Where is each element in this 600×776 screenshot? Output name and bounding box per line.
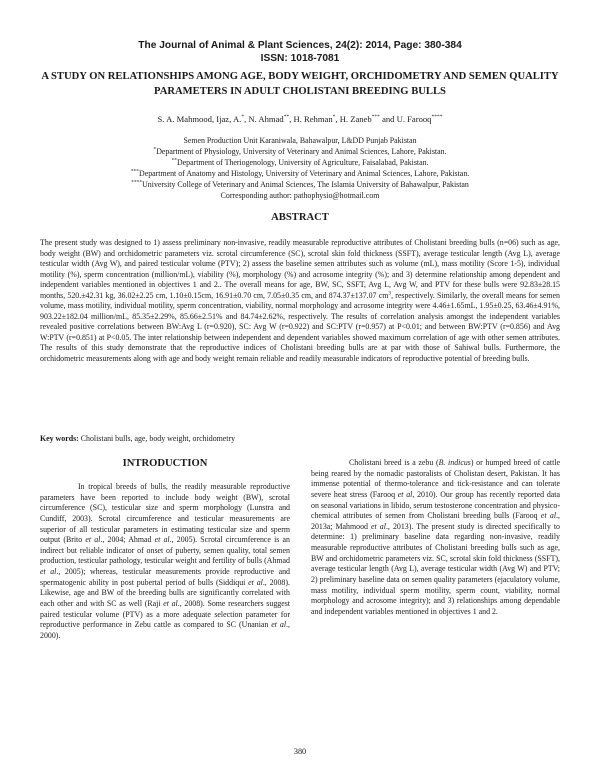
paper-title: A STUDY ON RELATIONSHIPS AMONG AGE, BODY WEIGHT, ORCHIDOMETRY AND SEMEN QUALITY PARAMETERS IN ADULT CHOLISTANI BREEDING BULLS	[41, 71, 559, 97]
author-2: , N. Ahmad	[244, 114, 284, 124]
author-2-marker: **	[283, 114, 290, 121]
journal-citation: The Journal of Animal & Plant Sciences, 24(2): 2014, Page: 380-384	[138, 40, 462, 51]
introduction-left-column: In tropical breeds of bulls, the readily measurable reproductive parameters have been reported to include body weight (BW), scrotal circumference (SC), testicular size and sperm morphology (Lunstra and Cundiff, 2003). Scrotal circumference and testicular measurements are superior of all testicular parameters in estimating testicular size and sperm output (Brito et al., 2004; Ahmad et al., 2005). Scrotal circumference is an indirect but reliable indicator of onset of puberty, semen quality, total semen production, testicular pathology, testicular weight and fertility of bulls (Ahmad et al., 2005); whereas, testicular measurements provide reproductive and spermatogenic ability in post pubertal period of bulls (Siddiqui et al., 2008). Likewise, age and BW of the breeding bulls are significantly correlated with each other and with SC as well (Raji et al., 2008). Some researchers suggest paired testicular volume (PTV) as a more adequate selection parameter for reproductive performance in Zebu cattle as compared to SC (Unanian et al., 2000).	[40, 482, 290, 640]
author-3-marker: *	[332, 114, 336, 121]
keywords	[40, 434, 560, 443]
keywords-label: Key words:	[40, 434, 79, 443]
author-3: , H. Rehman	[289, 114, 333, 124]
keywords-text: Cholistani bulls, age, body weight, orchidometry	[78, 434, 236, 443]
introduction-right-column: Cholistani breed is a zebu (B. indicus) or humped breed of cattle being reared by the nomadic pastoralists of Cholistan desert, Pakistan. It has immense potential of thermo-tolerance and tick-resistance and can tolerate severe heat stress (Farooq et al, 2010). Our group has recently reported data on seasonal variations in libido, serum testosterone concentration and physico-chemical attributes of semen from Cholistani breeding bulls (Farooq et al., 2013a; Mahmood et al., 2013). The present study is directed specifically to determine: 1) preliminary baseline data regarding non-invasive, readily measurable reproductive attributes of Cholistani breeding bulls such as age, BW and orchidometric parameters viz. SC, scrotal skin fold thickness (SSFT), average testicular length (Avg L), average testicular width (Avg W) and PTV; 2) preliminary baseline data on semen quality parameters (ejaculatory volume, mass motility, individual sperm motility, sperm count, viability, normal morphology and acrosome integrity); and 3) relationships among dependable and independent variables mentioned in objectives 1 and 2.	[311, 458, 561, 616]
affiliation-3: ***Department of Anatomy and Histology, University of Veterinary and Animal Sciences, Lahore, Pakistan.	[130, 168, 470, 178]
author-4-marker: ***	[371, 114, 380, 121]
author-5: and U. Farooq	[379, 114, 432, 124]
author-1: S. A. Mahmood, Ijaz, A.	[157, 114, 242, 124]
abstract-heading: ABSTRACT	[271, 212, 329, 223]
affiliation-2: **Department of Theriogenology, University of Agriculture, Faisalabad, Pakistan.	[171, 157, 429, 167]
corresponding-author: Corresponding author: pathophysio@hotmail.com	[220, 190, 380, 200]
affiliation-1: *Department of Physiology, University of Veterinary and Animal Sciences, Lahore, Pakistan.	[153, 146, 447, 156]
author-4: , H. Zaneb	[335, 114, 372, 124]
affiliations	[0, 136, 600, 201]
page-number: 380	[293, 747, 307, 756]
abstract-body: The present study was designed to 1) assess preliminary non-invasive, readily measurable reproductive attributes of Cholistani breeding bulls (n=06) such as age, body weight (BW) and orchidometric parameters viz. scrotal circumference (SC), scrotal skin fold thickness (SSFT), average testicular length (Avg L), average testicular width (Avg W), and paired testicular volume (PTV); 2) assess the baseline semen attributes such as volume (mL), mass motility (Score 1-5), individual motility (%), sperm concentration (million/mL), viability (%), morphology (%) and acrosome integrity (%); and 3) determine relationship among dependent and independent variables mentioned in objectives 1 and 2.. The overall means for age, BW, SC, SSFT, Avg L, Avg W, and PTV for these bulls were 92.83±28.15 months, 520.±42.31 kg, 36.02±2.25 cm, 1.10±0.15cm, 16.91±0.70 cm, 7.05±0.35 cm, and 874.37±137.07 $cm^3$, respectively. Similarly, the overall means for semen volume, mass motility, individual motility, sperm concentration, viability, normal morphology and acrosome integrity were 4.46±1.65mL, 1.95±0.25, 63.46±4.91%, 903.22±182.04 million/mL, 85.35±2.29%, 85.66±2.51% and 84.74±2.62%, respectively. The results of correlation analysis amongst the independent variables revealed positive correlations between BW:Avg L (r=0.920), SC: Avg W (r=0.922) and SC:PTV (r=0.957) at P<0.01; and between BW:PTV (r=0.856) and Avg W:PTV (r=0.851) at P<0.05. The inter relationship between independent and dependent variables showed maximum correlation of age with other semen attributes. The results of this study demonstrate that the reproductive indices of Cholistani breeding bulls are at par with those of Sahiwal bulls. Furthermore, the orchidometric measurements along with age and body weight remain reliable and readily measurable indicators of reproductive potential of breeding bulls.	[40, 238, 560, 364]
introduction-heading: INTRODUCTION	[122, 458, 208, 469]
author-5-marker: ****	[431, 114, 443, 121]
affiliation-0: Semen Production Unit Karaniwala, Bahawalpur, L&DD Punjab Pakistan	[183, 136, 417, 145]
journal-issn: ISSN: 1018-7081	[260, 53, 340, 64]
author-list	[0, 114, 600, 124]
affiliation-4: ****University College of Veterinary and Animal Sciences, The Islamia University of Bahawalpur, Pakistan	[131, 179, 469, 189]
author-1-marker: *	[241, 114, 245, 121]
